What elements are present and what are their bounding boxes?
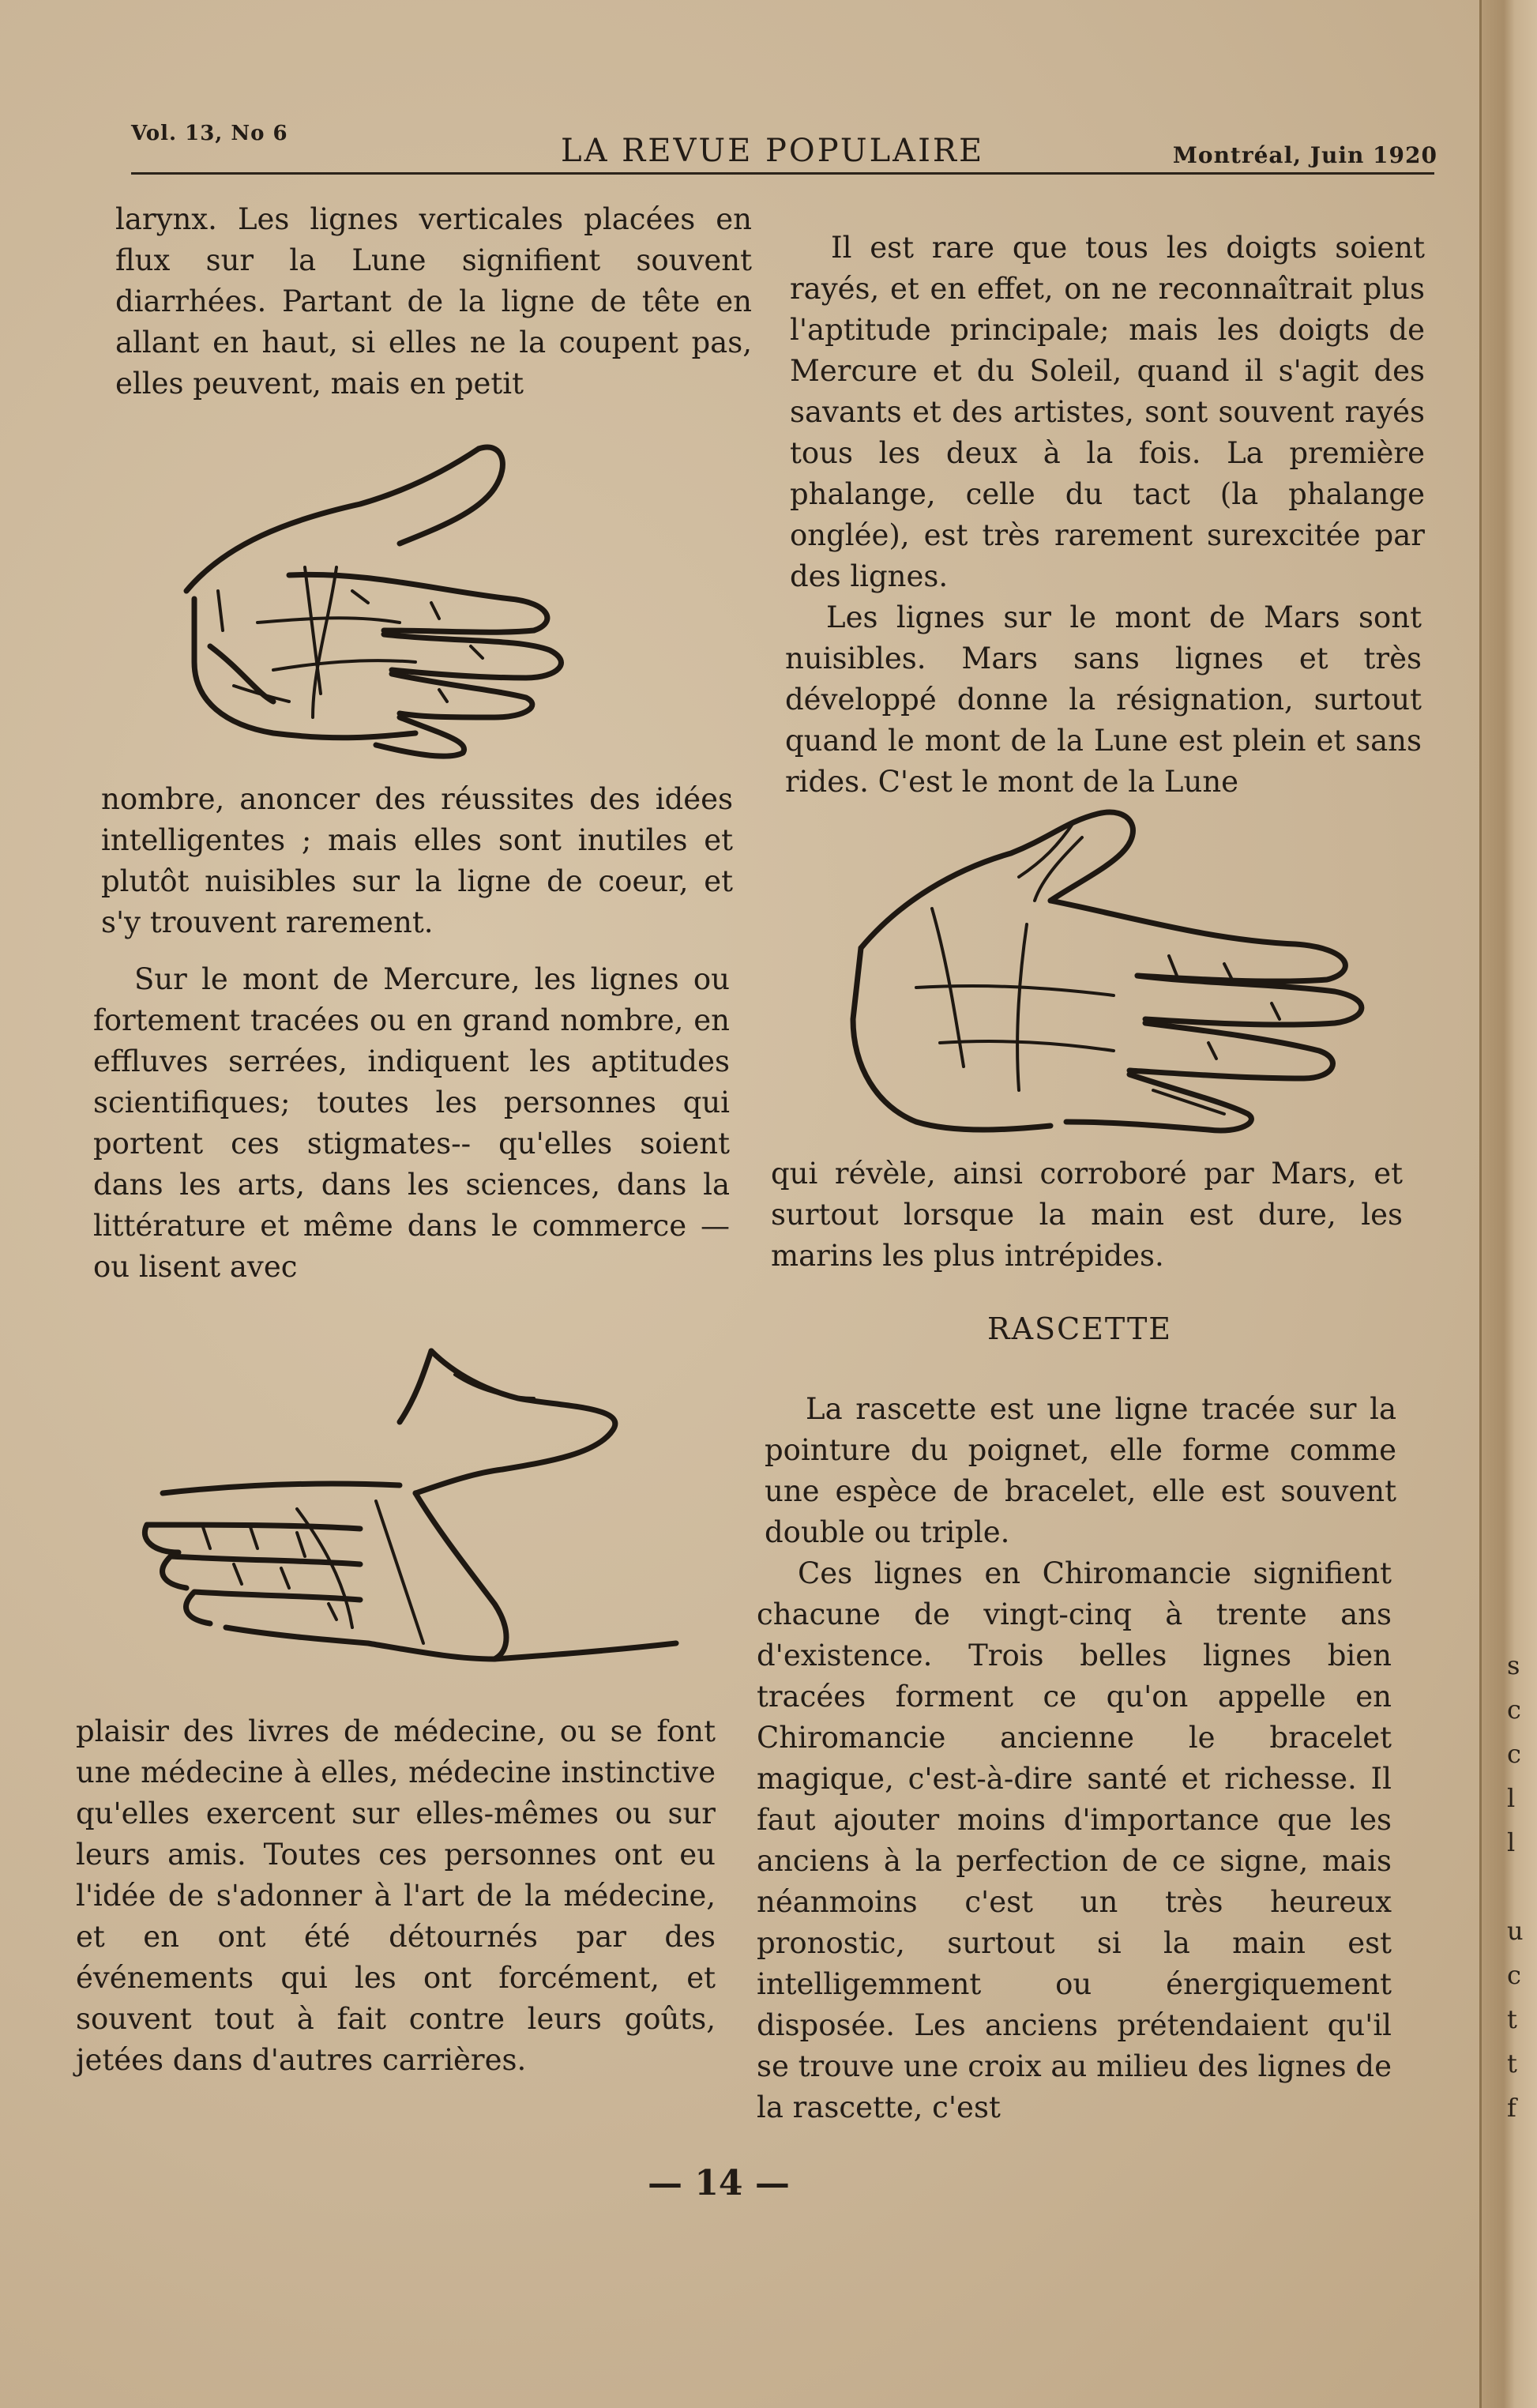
right-paragraph-3: La rascette est une ligne tracée sur la pointure du poignet, elle forme comme une espèce de bracelet, elle est souvent double ou triple. (765, 1392, 1396, 1549)
section-heading: RASCETTE (987, 1311, 1173, 1346)
page-header (126, 117, 1437, 180)
right-paragraph-1: Il est rare que tous les doigts soient rayés, et en effet, on ne reconnaîtrait plus l'aptitude principale; mais les doigts de Mercure et du Soleil, quand il s'agit des savants et des artistes, sont souvent rayés tous les deux à la fois. La première phalange, celle du tact (la phalange onglée), est très rarement surexcitée par des lignes. (790, 231, 1425, 593)
adjacent-page-fragment: s c c l l u c t t f (1507, 1650, 1524, 2123)
hand-illustration-2 (139, 1343, 692, 1691)
right-paragraph-2-continued: qui révèle, ainsi corroboré par Mars, et surtout lorsque la main est dure, les marins les plus intrépides. (771, 1157, 1403, 1273)
publication-title: LA REVUE POPULAIRE (561, 133, 985, 169)
hand-illustration-1 (179, 433, 731, 765)
volume-number: Vol. 13, No 6 (131, 122, 288, 145)
right-paragraph-2: Les lignes sur le mont de Mars sont nuisibles. Mars sans lignes et très développé donne la résignation, surtout quand le mont de la Lune est plein et sans rides. C'est le mont de la Lune (785, 600, 1422, 799)
page-edge (1479, 0, 1537, 2408)
left-paragraph-1-continued: nombre, anoncer des réussites des idées intelligentes ; mais elles sont inutiles et plutôt nuisibles sur la ligne de coeur, et s'y trouvent rarement. (101, 782, 733, 939)
left-paragraph-2-continued: plaisir des livres de médecine, ou se font une médecine à elles, médecine instinctive qu'elles exercent sur elles-mêmes ou sur leurs amis. Toutes ces personnes ont eu l'idée de s'adonner à l'art de la médecine, et en ont été détournés par des événements qui les ont forcément, et souvent tout à fait contre leurs goûts, jetées dans d'autres carrières. (76, 1714, 716, 2077)
hand-illustration-3 (829, 806, 1398, 1153)
header-rule (131, 172, 1434, 175)
page-number: — 14 — (648, 2163, 790, 2203)
right-paragraph-4: Ces lignes en Chiromancie signifient chacune de vingt-cinq à trente ans d'existence. Trois belles lignes bien tracées forment ce qu'on appelle en Chiromancie ancienne le bracelet magique, c'est-à-dire santé et richesse. Il faut ajouter moins d'importance que les anciens à la perfection de ce signe, mais néanmoins c'est un très heureux pronostic, surtout si la main est intelligemment ou énergiquement disposée. Les anciens prétendaient qu'il se trouve une croix au milieu des lignes de la rascette, c'est (757, 1556, 1392, 2124)
left-paragraph-2: Sur le mont de Mercure, les lignes ou fortement tracées ou en grand nombre, en effluves serrées, indiquent les aptitudes scientifiques; toutes les personnes qui portent ces stigmates-- qu'elles soient dans les arts, dans les sciences, dans la littérature et même dans le commerce — ou lisent avec (93, 962, 730, 1284)
left-paragraph-1: larynx. Les lignes verticales placées en flux sur la Lune signifient souvent diarrhées. Partant de la ligne de tête en allant en haut, si elles ne la coupent pas, elles peuvent, mais en petit (115, 202, 752, 401)
issue-date: Montréal, Juin 1920 (1172, 142, 1437, 168)
